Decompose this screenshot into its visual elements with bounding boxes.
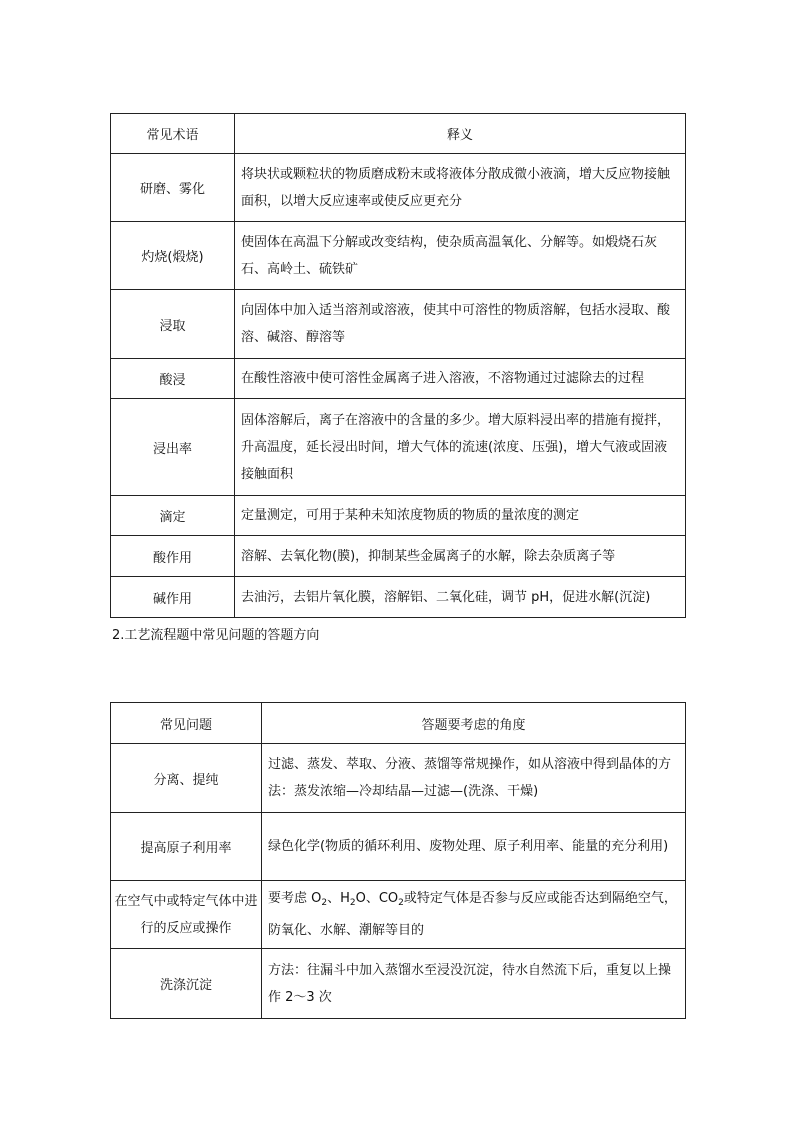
term-cell: 滴定	[111, 496, 235, 536]
definition-cell: 溶解、去氧化物(膜)，抑制某些金属离子的水解，除去杂质离子等	[235, 536, 686, 577]
answer-cell: 过滤、蒸发、萃取、分液、蒸馏等常规操作，如从溶液中得到晶体的方法：蒸发浓缩—冷却结晶—过滤—(洗涤、干燥)	[262, 744, 686, 813]
table-row	[111, 222, 686, 290]
table-row	[111, 744, 686, 813]
table-header-row	[111, 703, 686, 744]
definition-cell: 在酸性溶液中使可溶性金属离子进入溶液，不溶物通过过滤除去的过程	[235, 359, 686, 399]
definition-cell: 将块状或颗粒状的物质磨成粉末或将液体分散成微小液滴，增大反应物接触面积，以增大反应速率或使反应更充分	[235, 154, 686, 222]
table-header-row	[111, 114, 686, 154]
definition-cell: 定量测定，可用于某种未知浓度物质的物质的量浓度的测定	[235, 496, 686, 536]
problem-cell: 分离、提纯	[111, 744, 262, 813]
term-cell: 酸作用	[111, 536, 235, 577]
answer-text: 要考虑 O	[268, 891, 322, 906]
subscript: 2	[321, 898, 328, 908]
table-row	[111, 290, 686, 359]
subscript: 2	[349, 898, 356, 908]
header-term: 常见术语	[111, 114, 235, 154]
answer-cell: 方法：往漏斗中加入蒸馏水至浸没沉淀，待水自然流下后，重复以上操作 2～3 次	[262, 949, 686, 1019]
table-row	[111, 359, 686, 399]
answer-text: 或特定气体是否参与反应或能否达到隔绝空气，防氧化、水解、潮解等目的	[268, 891, 677, 938]
answer-text: O、CO	[355, 891, 399, 906]
table-row	[111, 536, 686, 577]
table-row	[111, 399, 686, 496]
table-row	[111, 496, 686, 536]
header-problem: 常见问题	[111, 703, 262, 744]
table-row	[111, 949, 686, 1019]
table-row	[111, 813, 686, 881]
definition-cell: 去油污，去铝片氧化膜，溶解铝、二氧化硅，调节 pH，促进水解(沉淀)	[235, 577, 686, 618]
answer-text: 、H	[327, 891, 350, 906]
problem-cell: 在空气中或特定气体中进行的反应或操作	[111, 881, 262, 949]
term-cell: 酸浸	[111, 359, 235, 399]
term-cell: 研磨、雾化	[111, 154, 235, 222]
problem-cell: 提高原子利用率	[111, 813, 262, 881]
term-cell: 浸出率	[111, 399, 235, 496]
header-angle: 答题要考虑的角度	[262, 703, 686, 744]
term-cell: 灼烧(煅烧)	[111, 222, 235, 290]
problems-table	[110, 702, 686, 1019]
term-cell: 浸取	[111, 290, 235, 359]
answer-cell	[262, 881, 686, 949]
definition-cell: 固体溶解后，离子在溶液中的含量的多少。增大原料浸出率的措施有搅拌，升高温度，延长浸出时间，增大气体的流速(浓度、压强)，增大气液或固液接触面积	[235, 399, 686, 496]
subscript: 2	[398, 898, 404, 908]
header-definition: 释义	[235, 114, 686, 154]
table-row	[111, 154, 686, 222]
answer-cell: 绿色化学(物质的循环利用、废物处理、原子利用率、能量的充分利用)	[262, 813, 686, 881]
table-row	[111, 577, 686, 618]
section-heading: 2.工艺流程题中常见问题的答题方向	[112, 628, 320, 643]
problem-cell: 洗涤沉淀	[111, 949, 262, 1019]
terms-table	[110, 113, 686, 618]
definition-cell: 使固体在高温下分解或改变结构，使杂质高温氧化、分解等。如煅烧石灰石、高岭土、硫铁矿	[235, 222, 686, 290]
table-row	[111, 881, 686, 949]
term-cell: 碱作用	[111, 577, 235, 618]
definition-cell: 向固体中加入适当溶剂或溶液，使其中可溶性的物质溶解，包括水浸取、酸溶、碱溶、醇溶等	[235, 290, 686, 359]
